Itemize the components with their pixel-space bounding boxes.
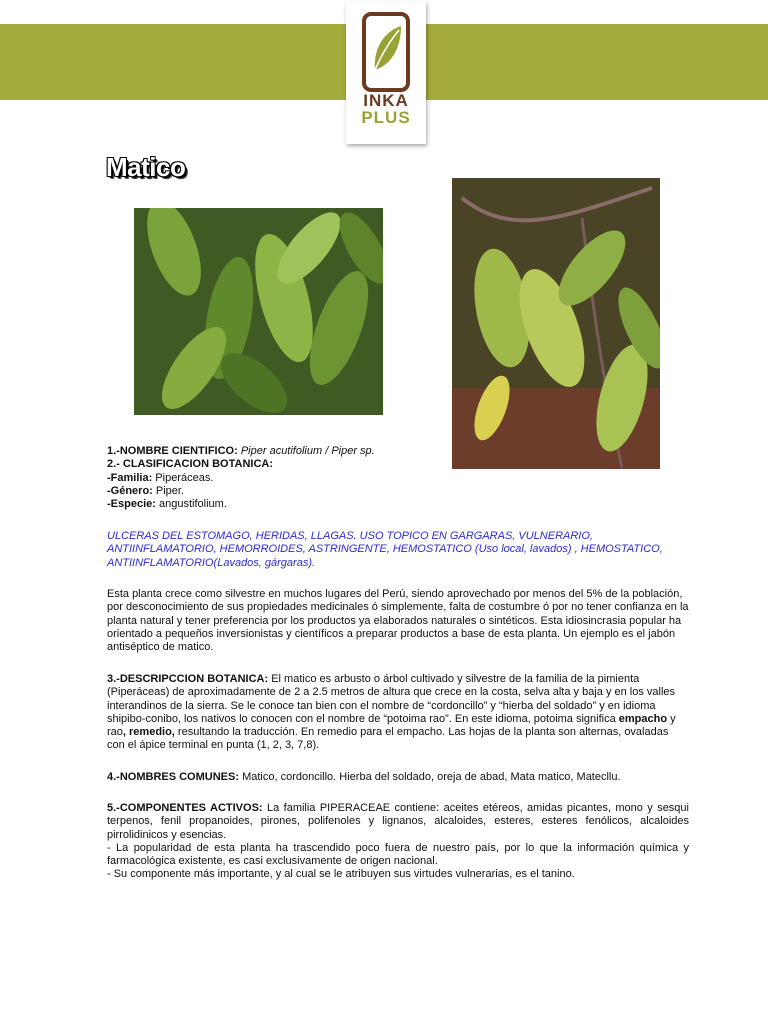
familia-value: Piperáceas. [152, 471, 214, 484]
intro-paragraph: Esta planta crece como silvestre en muchos lugares del Perú, siendo aprovechado por menos del 5% de la población, por desconocimiento de sus propiedades medicinales ó simplemente, falta de costumbre ó por no tener confianza en la planta natural y tener preferencia por los productos ya elaborados naturales o sintéticos. Esta idiosincrasia popular ha orientado a pequeños inversionistas y científicos a preparar productos a base de esta planta. Un ejemplo es el jabón antiséptico de matico. [107, 588, 689, 654]
classification-block [107, 445, 689, 511]
sec4-label: 4.-NOMBRES COMUNES: [107, 771, 240, 783]
uses-paragraph: ULCERAS DEL ESTOMAGO, HERIDAS, LLAGAS. USO TOPICO EN GARGARAS, VULNERARIO, ANTIINFLAMATORIO, HEMORROIDES, ASTRINGENTE, HEMOSTATICO (Uso local, lavados) , HEMOSTATICO, ANTIINFLAMATORIO(Lavados, gárgaras). [107, 530, 663, 569]
genero-label: -Género: [107, 484, 153, 497]
brand-line2: PLUS [361, 108, 411, 127]
sec3-text2: y rao [107, 712, 676, 739]
description-paragraph [107, 673, 689, 753]
sec3-text1: El matico es arbusto o árbol cultivado y silvestre de la familia de la pimienta (Piperáceas) de aproximadamente de 2 a 2.5 metros de altura que crece en la costa, selva alta y baja y en los valles interandinos de la sierra. Se le conoce tan bien con el nombre de “cordoncillo” y “hierba del soldado” y en idioma shipibo-conibo, los nativos lo conocen con el nombre de “potoima rao”. En este idioma, potoima significa [107, 673, 676, 725]
leaf-icon [361, 12, 411, 92]
components-block [107, 802, 689, 882]
sec1-value: Piper acutifolium / Piper sp. [237, 445, 375, 457]
sec5-label: 5.-COMPONENTES ACTIVOS: [107, 802, 263, 814]
sec3-label: 3.-DESCRIPCCION BOTANICA: [107, 673, 269, 685]
especie-label: -Especie: [107, 498, 156, 511]
sec4-value: Matico, cordoncillo. Hierba del soldado, oreja de abad, Mata matico, Mateсllu. [239, 771, 621, 783]
especie-value: angustifolium. [155, 498, 227, 511]
sec1-label: 1.-NOMBRE CIENTIFICO: [107, 445, 238, 457]
sec3-bold2: , remedio, [122, 726, 175, 739]
common-names-paragraph [107, 771, 689, 784]
sec2-label: 2.- CLASIFICACION BOTANICA: [107, 458, 274, 471]
page-title: Matico [106, 152, 186, 182]
familia-label: -Familia: [107, 471, 153, 484]
sec5-point2: - Su componente más importante, y al cual se le atribuyen sus virtudes vulnerarias, es el tanino. [107, 868, 575, 881]
matico-leaves-photo [134, 208, 383, 415]
sec3-text3: resultando la traducción. En remedio para el empacho. Las hojas de la planta son alternas, ovaladas con el ápice terminal en punta (1, 2, 3, 7,8). [107, 726, 669, 752]
genero-value: Piper. [152, 484, 185, 497]
brand-line1: INKA [363, 91, 409, 110]
sec3-bold1: empacho [618, 712, 668, 725]
matico-branch-photo [452, 178, 660, 469]
inka-plus-logo [346, 2, 426, 144]
sec5-point1: - La popularidad de esta planta ha trascendido poco fuera de nuestro país, por lo que la información química y farmacológica existente, es casi exclusivamente de origen nacional. [107, 841, 689, 868]
sec5-value: La familia PIPERACEAE contiene: aceites etéreos, amidas picantes, mono y sesqui terpenos, fenil propanoides, pirones, polifenoles y lignanos, alcaloides, esteres, esteres fenólicos, alcaloides pirrolidinicos y esencias. [107, 802, 689, 841]
